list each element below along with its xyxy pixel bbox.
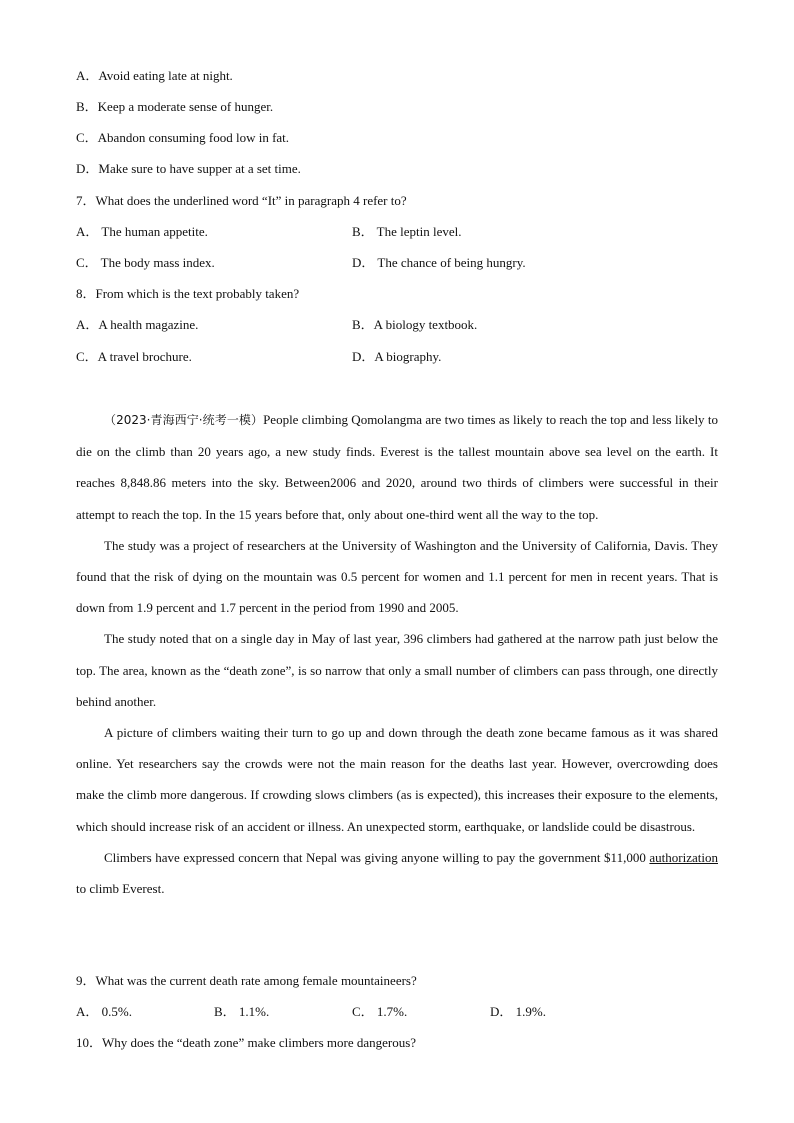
q6-option-d: D．Make sure to have supper at a set time. [76, 161, 301, 176]
q9-option-a: A． 0.5%. [76, 1004, 132, 1019]
q7-option-b: B． The leptin level. [352, 224, 462, 239]
q8-option-c: C．A travel brochure. [76, 349, 192, 364]
q6-option-a: A．Avoid eating late at night. [76, 68, 233, 83]
q10-stem: 10．Why does the “death zone” make climbers more dangerous? [76, 1035, 417, 1050]
q8-option-a: A．A health magazine. [76, 317, 199, 332]
passage-paragraph-1-text: People climbing Qomolangma are two times as likely to reach the top and less likely to die on the climb than 20 years ago, a new study finds. Everest is the tallest mountain above sea level on the earth. It reaches 8,848.86 meters into the sky. Between2006 and 2020, around two thirds of climbers were successful in their attempt to reach the top. In the 15 years before that, only about one-third went all the way to the top. [76, 412, 718, 522]
reading-passage [76, 404, 718, 904]
passage-paragraph-4: A picture of climbers waiting their turn to go up and down through the death zone became famous as it was shared online. Yet researchers say the crowds were not the main reason for the deaths last year. However, overcrowding does make the climb more dangerous. If crowding slows climbers (as is expected), this increases their exposure to the elements, which should increase risk of an accident or illness. An unexpected storm, earthquake, or landslide could be disastrous. [76, 725, 718, 834]
q6-option-c: C．Abandon consuming food low in fat. [76, 130, 290, 145]
q8-option-b: B．A biology textbook. [352, 317, 478, 332]
q7-option-c: C． The body mass index. [76, 255, 215, 270]
q6-option-b: B．Keep a moderate sense of hunger. [76, 99, 274, 114]
passage-paragraph-2: The study was a project of researchers at the University of Washington and the University of California, Davis. They found that the risk of dying on the mountain was 0.5 percent for women and 1.1 percent for men in recent years. That is down from 1.9 percent and 1.7 percent in the period from 1990 and 2005. [76, 537, 718, 616]
q9-option-d: D． 1.9%. [490, 1004, 546, 1019]
q7-option-d: D． The chance of being hungry. [352, 255, 526, 270]
q9-option-c: C． 1.7%. [352, 1004, 408, 1019]
q7-option-a: A． The human appetite. [76, 224, 208, 239]
passage-paragraph-5-text: Climbers have expressed concern that Nepal was giving anyone willing to pay the government $11,000 [104, 849, 650, 865]
q8-stem: 8．From which is the text probably taken? [76, 286, 300, 301]
passage-paragraph-3: The study noted that on a single day in May of last year, 396 climbers had gathered at the narrow path just below the top. The area, known as the “death zone”, is so narrow that only a small number of climbers can pass through, one directly behind another. [76, 631, 718, 709]
passage-source: （2023·青海西宁·统考一模） [104, 413, 264, 427]
q8-option-d: D．A biography. [352, 349, 442, 364]
q7-stem: 7．What does the underlined word “It” in paragraph 4 refer to? [76, 193, 407, 208]
underlined-word: authorization [649, 849, 718, 865]
passage-paragraph-5 [76, 842, 718, 904]
q9-option-b: B． 1.1%. [214, 1004, 270, 1019]
q9-stem: 9．What was the current death rate among female mountaineers? [76, 973, 417, 988]
passage-paragraph-1 [76, 404, 718, 530]
passage-paragraph-5-end: to climb Everest. [76, 881, 165, 897]
